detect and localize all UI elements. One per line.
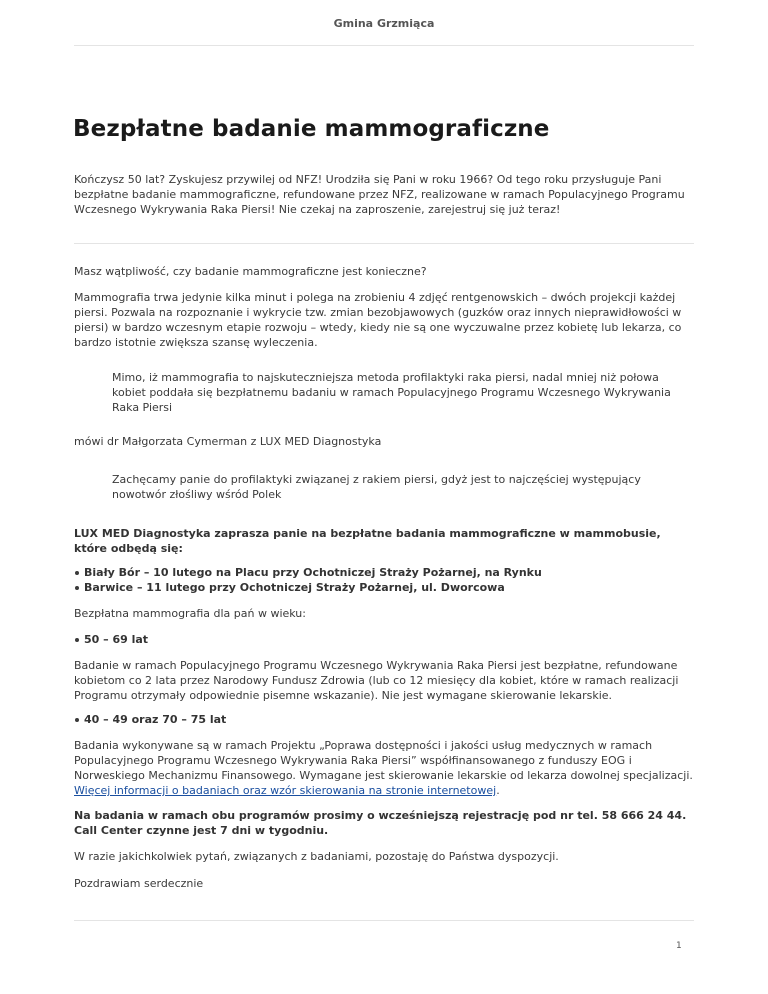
article-title: Bezpłatne badanie mammograficzne bbox=[73, 116, 550, 142]
more-info-link[interactable]: Więcej informacji o badaniach oraz wzór skierowania na stronie internetowej bbox=[74, 784, 497, 797]
site-name: Gmina Grzmiąca bbox=[333, 17, 435, 30]
invitation-paragraph: LUX MED Diagnostyka zaprasza panie na bezpłatne badania mammograficzne w mammobusie, które odbędą się: bbox=[74, 527, 661, 555]
intro-paragraph: Kończysz 50 lat? Zyskujesz przywilej od NFZ! Urodziła się Pani w roku 1966? Od tego roku przysługuje Pani bezpłatne badanie mammograficzne, refundowane przez NFZ, realizowane w ramach Populacyjnego Programu Wczesnego Wykrywania Raka Piersi! Nie czekaj na zaproszenie, zarejestruj się już teraz! bbox=[74, 173, 685, 216]
question-paragraph: Masz wątpliwość, czy badanie mammograficzne jest konieczne? bbox=[74, 265, 427, 278]
blockquote-2: Zachęcamy panie do profilaktyki związanej z rakiem piersi, gdyż jest to najczęściej występujący nowotwór złośliwy wśród Polek bbox=[112, 473, 641, 501]
attribution: mówi dr Małgorzata Cymerman z LUX MED Diagnostyka bbox=[74, 435, 382, 448]
header-divider bbox=[74, 45, 694, 46]
program-1-paragraph: Badanie w ramach Populacyjnego Programu Wczesnego Wykrywania Raka Piersi jest bezpłatne, refundowane kobietom co 2 lata przez Narodowy Fundusz Zdrowia (lub co 12 miesięcy dla kobiet, które w ramach realizacji Programu otrzymały odpowiednie pisemne wskazanie). Nie jest wymagane skierowanie lekarskie. bbox=[74, 659, 679, 702]
page-number: 1 bbox=[676, 941, 682, 951]
list-item: 40 – 49 oraz 70 – 75 lat bbox=[74, 712, 696, 727]
contact-paragraph: W razie jakichkolwiek pytań, związanych z badaniami, pozostaję do Państwa dyspozycji. bbox=[74, 850, 559, 863]
program-2-text: Badania wykonywane są w ramach Projektu „Poprawa dostępności i jakości usług medycznych w ramach Populacyjnego Programu Wczesnego Wykrywania Raka Piersi” współfinansowanego z funduszy EOG i Norweskiego Mechanizmu Finansowego. Wymagane jest skierowanie lekarskie od lekarza dowolnej specjalizacji. bbox=[74, 739, 693, 782]
free-for-paragraph: Bezpłatna mammografia dla pań w wieku: bbox=[74, 607, 306, 620]
regards-paragraph: Pozdrawiam serdecznie bbox=[74, 877, 204, 890]
blockquote-1: Mimo, iż mammografia to najskuteczniejsza metoda profilaktyki raka piersi, nadal mniej niż połowa kobiet poddała się bezpłatnemu badaniu w ramach Populacyjnego Programu Wczesnego Wykrywania Raka Piersi bbox=[112, 371, 671, 414]
list-item: 50 – 69 lat bbox=[74, 632, 696, 647]
intro-divider bbox=[74, 243, 694, 244]
locations-list bbox=[74, 565, 696, 595]
footer-divider bbox=[74, 920, 694, 921]
age-group-list-2 bbox=[74, 712, 696, 727]
registration-paragraph: Na badania w ramach obu programów prosimy o wcześniejszą rejestrację pod nr tel. 58 666 24 44. Call Center czynne jest 7 dni w tygodniu. bbox=[74, 809, 687, 837]
list-item: Biały Bór – 10 lutego na Placu przy Ochotniczej Straży Pożarnej, na Rynku bbox=[74, 565, 696, 580]
age-group-list-1 bbox=[74, 632, 696, 647]
list-item: Barwice – 11 lutego przy Ochotniczej Straży Pożarnej, ul. Dworcowa bbox=[74, 580, 696, 595]
mammography-paragraph: Mammografia trwa jedynie kilka minut i polega na zrobieniu 4 zdjęć rentgenowskich – dwóch projekcji każdej piersi. Pozwala na rozpoznanie i wykrycie tzw. zmian bezobjawowych (guzków oraz innych nieprawidłowości w piersi) w bardzo wczesnym etapie rozwoju – wtedy, kiedy nie są one wyczuwalne przez kobietę lub lekarza, co bardzo istotnie zwiększa szansę wyleczenia. bbox=[74, 291, 682, 349]
program-2-paragraph: Badania wykonywane są w ramach Projektu „Poprawa dostępności i jakości usług medycznych w ramach Populacyjnego Programu Wczesnego Wykrywania Raka Piersi” współfinansowanego z funduszy EOG i Norweskiego Mechanizmu Finansowego. Wymagane jest skierowanie lekarskie od lekarza dowolnej specjalizacji. Więcej informacji o badaniach oraz wzór skierowania na stronie internetowej. bbox=[74, 739, 693, 797]
